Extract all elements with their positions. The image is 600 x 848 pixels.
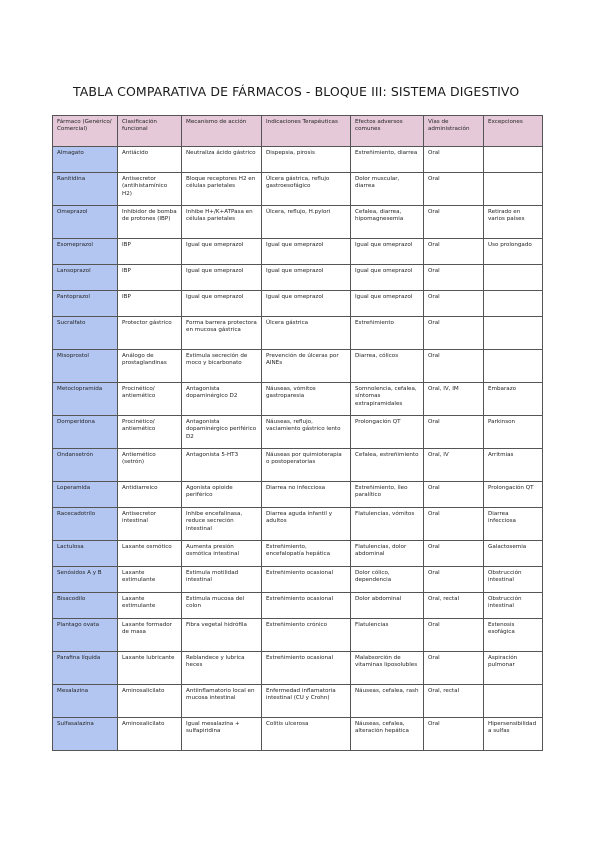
cell-vias: Oral, rectal: [424, 685, 484, 718]
cell-clasificacion: IBP: [118, 265, 182, 291]
cell-indicaciones: Estreñimiento ocasional: [262, 567, 351, 593]
table-row: [53, 593, 543, 619]
cell-farmaco: Ranitidina: [53, 173, 118, 206]
cell-excepciones: [484, 291, 543, 317]
cell-excepciones: Retirado en varios países: [484, 206, 543, 239]
cell-farmaco: Pantoprazol: [53, 291, 118, 317]
cell-farmaco: Sulfasalazina: [53, 718, 118, 751]
cell-vias: Oral: [424, 173, 484, 206]
cell-clasificacion: Inhibidor de bomba de protones (IBP): [118, 206, 182, 239]
cell-indicaciones: Diarrea no infecciosa: [262, 482, 351, 508]
table-row: [53, 449, 543, 482]
table-row: [53, 350, 543, 383]
table-row: [53, 718, 543, 751]
cell-efectos-adversos: Flatulencias, dolor abdominal: [351, 541, 424, 567]
header-clasificacion: Clasificación funcional: [118, 116, 182, 147]
cell-clasificacion: Laxante formador de masa: [118, 619, 182, 652]
cell-farmaco: Plantago ovata: [53, 619, 118, 652]
cell-indicaciones: Estreñimiento ocasional: [262, 652, 351, 685]
table-row: [53, 206, 543, 239]
cell-farmaco: Bisacodilo: [53, 593, 118, 619]
table-row: [53, 291, 543, 317]
cell-farmaco: Loperamida: [53, 482, 118, 508]
cell-vias: Oral: [424, 718, 484, 751]
header-farmaco: Fármaco (Genérico/ Comercial): [53, 116, 118, 147]
cell-efectos-adversos: Dolor muscular, diarrea: [351, 173, 424, 206]
cell-clasificacion: Aminosalicilato: [118, 718, 182, 751]
table-header-row: [53, 116, 543, 147]
cell-mecanismo: Igual mesalazina + sulfapiridina: [182, 718, 262, 751]
cell-indicaciones: Náuseas, vómitos gastroparesia: [262, 383, 351, 416]
table-row: [53, 147, 543, 173]
cell-farmaco: Almagato: [53, 147, 118, 173]
cell-efectos-adversos: Igual que omeprazol: [351, 291, 424, 317]
cell-excepciones: [484, 685, 543, 718]
cell-excepciones: Estenosis esofágica: [484, 619, 543, 652]
cell-clasificacion: Procinético/ antiemético: [118, 383, 182, 416]
cell-mecanismo: Antagonista dopaminérgico D2: [182, 383, 262, 416]
cell-clasificacion: Antiácido: [118, 147, 182, 173]
table-row: [53, 383, 543, 416]
cell-clasificacion: Antidiarreico: [118, 482, 182, 508]
cell-clasificacion: Aminosalicilato: [118, 685, 182, 718]
table-row: [53, 541, 543, 567]
table-row: [53, 619, 543, 652]
cell-clasificacion: Antisecretor intestinal: [118, 508, 182, 541]
cell-efectos-adversos: Náuseas, cefalea, alteración hepática: [351, 718, 424, 751]
table-row: [53, 482, 543, 508]
cell-clasificacion: Laxante osmótico: [118, 541, 182, 567]
cell-efectos-adversos: Estreñimiento: [351, 317, 424, 350]
cell-indicaciones: Náuseas por quimioterapia o postoperatorias: [262, 449, 351, 482]
cell-farmaco: Parafina líquida: [53, 652, 118, 685]
cell-excepciones: Galactosemia: [484, 541, 543, 567]
cell-clasificacion: Procinético/ antiemético: [118, 416, 182, 449]
cell-vias: Oral, rectal: [424, 593, 484, 619]
cell-efectos-adversos: Estreñimiento, diarrea: [351, 147, 424, 173]
cell-clasificacion: Protector gástrico: [118, 317, 182, 350]
cell-excepciones: [484, 317, 543, 350]
table-row: [53, 685, 543, 718]
cell-excepciones: [484, 265, 543, 291]
cell-indicaciones: Igual que omeprazol: [262, 239, 351, 265]
cell-mecanismo: Bloque receptores H2 en células parietales: [182, 173, 262, 206]
header-efectos-adversos: Efectos adversos comunes: [351, 116, 424, 147]
cell-excepciones: Hipersensibilidad a sulfas: [484, 718, 543, 751]
cell-clasificacion: Laxante estimulante: [118, 567, 182, 593]
cell-indicaciones: Estreñimiento ocasional: [262, 593, 351, 619]
table-row: [53, 317, 543, 350]
cell-mecanismo: Antagonista dopaminérgico periférico D2: [182, 416, 262, 449]
cell-excepciones: Uso prolongado: [484, 239, 543, 265]
cell-indicaciones: Úlcera, reflujo, H.pylori: [262, 206, 351, 239]
cell-mecanismo: Estimula mucosa del colon: [182, 593, 262, 619]
cell-vias: Oral: [424, 482, 484, 508]
cell-indicaciones: Diarrea aguda infantil y adultos: [262, 508, 351, 541]
cell-mecanismo: Igual que omeprazol: [182, 265, 262, 291]
cell-clasificacion: IBP: [118, 239, 182, 265]
table-body: [53, 147, 543, 751]
cell-efectos-adversos: Diarrea, cólicos: [351, 350, 424, 383]
cell-vias: Oral: [424, 416, 484, 449]
cell-indicaciones: Úlcera gástrica: [262, 317, 351, 350]
cell-indicaciones: Igual que omeprazol: [262, 265, 351, 291]
cell-farmaco: Domperidona: [53, 416, 118, 449]
cell-efectos-adversos: Náuseas, cefalea, rash: [351, 685, 424, 718]
cell-mecanismo: Forma barrera protectora en mucosa gástrica: [182, 317, 262, 350]
cell-farmaco: Misoprostol: [53, 350, 118, 383]
cell-vias: Oral: [424, 541, 484, 567]
header-vias: Vías de administración: [424, 116, 484, 147]
cell-efectos-adversos: Dolor cólico, dependencia: [351, 567, 424, 593]
cell-indicaciones: Dispepsia, pirosis: [262, 147, 351, 173]
cell-vias: Oral: [424, 508, 484, 541]
cell-efectos-adversos: Igual que omeprazol: [351, 239, 424, 265]
cell-clasificacion: Antisecretor (antihistamínico H2): [118, 173, 182, 206]
cell-indicaciones: Prevención de úlceras por AINEs: [262, 350, 351, 383]
cell-clasificacion: Análogo de prostaglandinas: [118, 350, 182, 383]
cell-farmaco: Omeprazol: [53, 206, 118, 239]
cell-vias: Oral, IV: [424, 449, 484, 482]
cell-farmaco: Lactulosa: [53, 541, 118, 567]
table-row: [53, 239, 543, 265]
cell-excepciones: Embarazo: [484, 383, 543, 416]
cell-clasificacion: Laxante estimulante: [118, 593, 182, 619]
cell-indicaciones: Estreñimiento crónico: [262, 619, 351, 652]
cell-mecanismo: Antiinflamatorio local en mucosa intestinal: [182, 685, 262, 718]
cell-indicaciones: Igual que omeprazol: [262, 291, 351, 317]
cell-vias: Oral: [424, 567, 484, 593]
header-excepciones: Excepciones: [484, 116, 543, 147]
cell-indicaciones: Úlcera gástrica, reflujo gastroesofágico: [262, 173, 351, 206]
cell-excepciones: Diarrea infecciosa: [484, 508, 543, 541]
cell-vias: Oral: [424, 147, 484, 173]
cell-efectos-adversos: Estreñimiento, íleo paralítico: [351, 482, 424, 508]
cell-mecanismo: Fibra vegetal hidrófila: [182, 619, 262, 652]
cell-farmaco: Ondansetrón: [53, 449, 118, 482]
cell-farmaco: Mesalazina: [53, 685, 118, 718]
cell-efectos-adversos: Somnolencia, cefalea, síntomas extrapiramidales: [351, 383, 424, 416]
cell-clasificacion: Laxante lubricante: [118, 652, 182, 685]
cell-farmaco: Lansoprazol: [53, 265, 118, 291]
table-row: [53, 416, 543, 449]
cell-farmaco: Sucralfato: [53, 317, 118, 350]
table-row: [53, 567, 543, 593]
page-title: TABLA COMPARATIVA DE FÁRMACOS - BLOQUE III: SISTEMA DIGESTIVO: [73, 84, 520, 99]
drug-comparison-table: [52, 115, 543, 751]
cell-mecanismo: Antagonista 5-HT3: [182, 449, 262, 482]
cell-farmaco: Racecadotrilo: [53, 508, 118, 541]
cell-excepciones: Arritmias: [484, 449, 543, 482]
cell-clasificacion: Antiemético (setrón): [118, 449, 182, 482]
cell-efectos-adversos: Flatulencias, vómitos: [351, 508, 424, 541]
cell-mecanismo: Inhibe encefalinasa, reduce secreción intestinal: [182, 508, 262, 541]
header-indicaciones: Indicaciones Terapéuticas: [262, 116, 351, 147]
cell-excepciones: Obstrucción intestinal: [484, 567, 543, 593]
cell-efectos-adversos: Cefalea, diarrea, hipomagnesemia: [351, 206, 424, 239]
cell-efectos-adversos: Cefalea, estreñimiento: [351, 449, 424, 482]
cell-efectos-adversos: Igual que omeprazol: [351, 265, 424, 291]
cell-efectos-adversos: Prolongación QT: [351, 416, 424, 449]
cell-vias: Oral: [424, 239, 484, 265]
table-row: [53, 652, 543, 685]
cell-efectos-adversos: Dolor abdominal: [351, 593, 424, 619]
cell-mecanismo: Inhibe H+/K+ATPasa en células parietales: [182, 206, 262, 239]
cell-mecanismo: Estimula secreción de moco y bicarbonato: [182, 350, 262, 383]
cell-vias: Oral, IV, IM: [424, 383, 484, 416]
cell-vias: Oral: [424, 350, 484, 383]
cell-indicaciones: Enfermedad inflamatoria intestinal (CU y Crohn): [262, 685, 351, 718]
cell-excepciones: Prolongación QT: [484, 482, 543, 508]
cell-farmaco: Senósidos A y B: [53, 567, 118, 593]
cell-excepciones: Obstrucción intestinal: [484, 593, 543, 619]
cell-excepciones: [484, 350, 543, 383]
cell-mecanismo: Aumenta presión osmótica intestinal: [182, 541, 262, 567]
cell-efectos-adversos: Malabsorción de vitaminas liposolubles: [351, 652, 424, 685]
header-mecanismo: Mecanismo de acción: [182, 116, 262, 147]
table-row: [53, 265, 543, 291]
cell-vias: Oral: [424, 652, 484, 685]
cell-vias: Oral: [424, 206, 484, 239]
cell-farmaco: Metoclopramida: [53, 383, 118, 416]
cell-indicaciones: Estreñimiento, encefalopatía hepática: [262, 541, 351, 567]
cell-efectos-adversos: Flatulencias: [351, 619, 424, 652]
cell-mecanismo: Igual que omeprazol: [182, 291, 262, 317]
cell-vias: Oral: [424, 291, 484, 317]
cell-clasificacion: IBP: [118, 291, 182, 317]
cell-mecanismo: Igual que omeprazol: [182, 239, 262, 265]
cell-vias: Oral: [424, 619, 484, 652]
cell-excepciones: [484, 173, 543, 206]
cell-vias: Oral: [424, 317, 484, 350]
cell-excepciones: Parkinson: [484, 416, 543, 449]
cell-vias: Oral: [424, 265, 484, 291]
cell-indicaciones: Colitis ulcerosa: [262, 718, 351, 751]
cell-mecanismo: Reblandece y lubrica heces: [182, 652, 262, 685]
cell-farmaco: Esomeprazol: [53, 239, 118, 265]
cell-indicaciones: Náuseas, reflujo, vaciamiento gástrico lento: [262, 416, 351, 449]
table-row: [53, 508, 543, 541]
table-row: [53, 173, 543, 206]
cell-mecanismo: Estimula motilidad intestinal: [182, 567, 262, 593]
cell-mecanismo: Agonista opioide periférico: [182, 482, 262, 508]
cell-excepciones: Aspiración pulmonar: [484, 652, 543, 685]
cell-mecanismo: Neutraliza ácido gástrico: [182, 147, 262, 173]
cell-excepciones: [484, 147, 543, 173]
